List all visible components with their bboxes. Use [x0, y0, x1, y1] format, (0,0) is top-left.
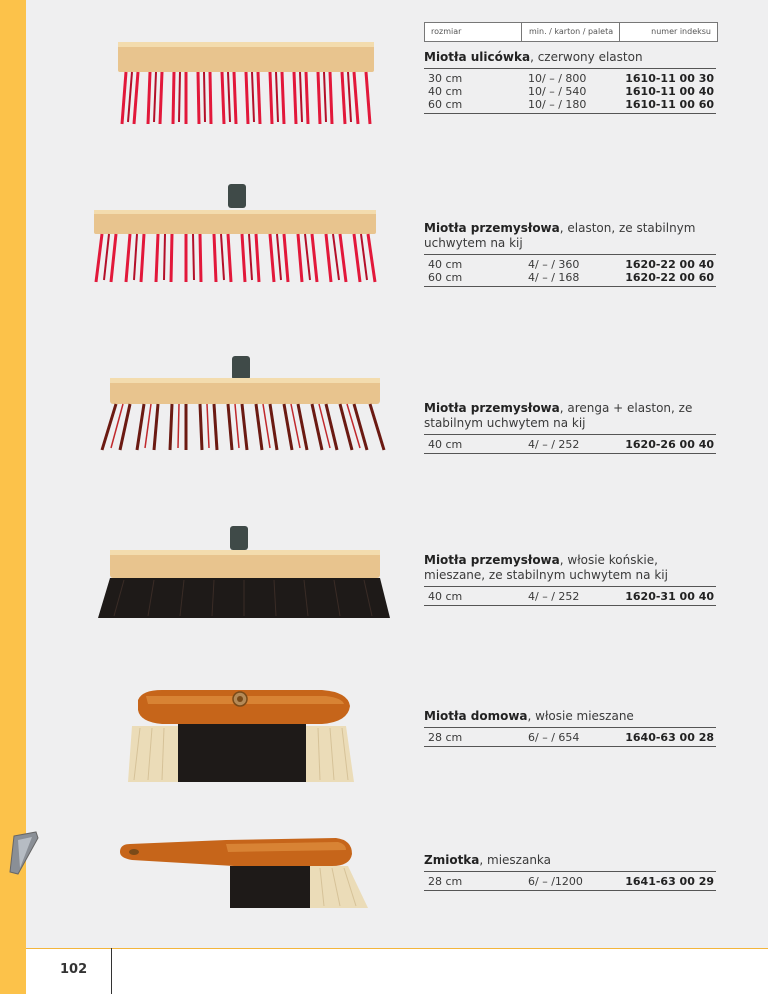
product-industrial-broom-elaston	[424, 221, 716, 287]
header-divider	[521, 23, 522, 41]
side-tab-icon	[6, 830, 40, 876]
product-title: Miotła ulicówka, czerwony elaston	[424, 50, 716, 69]
product-industrial-broom-horsehair	[424, 553, 716, 606]
household-broom-image	[122, 686, 358, 788]
product-title: Zmiotka, mieszanka	[424, 853, 716, 872]
product-industrial-broom-arenga	[424, 401, 716, 454]
hand-brush-image	[116, 832, 372, 914]
product-rows	[424, 69, 716, 114]
industrial-broom-horsehair-image	[94, 524, 394, 624]
table-row: 28 cm 6/ – /1200 1641-63 00 29	[428, 875, 714, 888]
footer-divider	[111, 948, 112, 994]
product-title: Miotła domowa, włosie mieszane	[424, 709, 716, 728]
product-street-broom	[424, 50, 716, 114]
catalog-page	[26, 0, 768, 948]
product-rows	[424, 255, 716, 287]
product-rows	[424, 435, 716, 454]
header-index: numer indeksu	[651, 27, 711, 36]
header-size: rozmiar	[431, 27, 462, 36]
street-broom-image	[112, 36, 380, 128]
table-row: 30 cm 10/ – / 800 1610-11 00 30	[428, 72, 714, 85]
footer-line	[26, 948, 768, 949]
product-rows	[424, 872, 716, 891]
product-rows	[424, 587, 716, 606]
industrial-broom-arenga-image	[92, 354, 392, 454]
product-rows	[424, 728, 716, 747]
page-number: 102	[60, 962, 88, 977]
product-household-broom	[424, 709, 716, 747]
table-row: 40 cm 4/ – / 252 1620-31 00 40	[428, 590, 714, 603]
table-row: 40 cm 4/ – / 360 1620-22 00 40	[428, 258, 714, 271]
column-header	[424, 22, 718, 42]
header-divider	[619, 23, 620, 41]
table-row: 60 cm 4/ – / 168 1620-22 00 60	[428, 271, 714, 284]
product-title: Miotła przemysłowa, włosie końskie, mieszane, ze stabilnym uchwytem na kij	[424, 553, 716, 587]
table-row: 60 cm 10/ – / 180 1610-11 00 60	[428, 98, 714, 111]
product-title: Miotła przemysłowa, elaston, ze stabilnym uchwytem na kij	[424, 221, 716, 255]
table-row: 40 cm 10/ – / 540 1610-11 00 40	[428, 85, 714, 98]
product-hand-brush	[424, 853, 716, 891]
industrial-broom-elaston-image	[88, 182, 382, 288]
table-row: 40 cm 4/ – / 252 1620-26 00 40	[428, 438, 714, 451]
header-packaging: min. / karton / paleta	[529, 27, 614, 36]
table-row: 28 cm 6/ – / 654 1640-63 00 28	[428, 731, 714, 744]
product-title: Miotła przemysłowa, arenga + elaston, ze stabilnym uchwytem na kij	[424, 401, 716, 435]
